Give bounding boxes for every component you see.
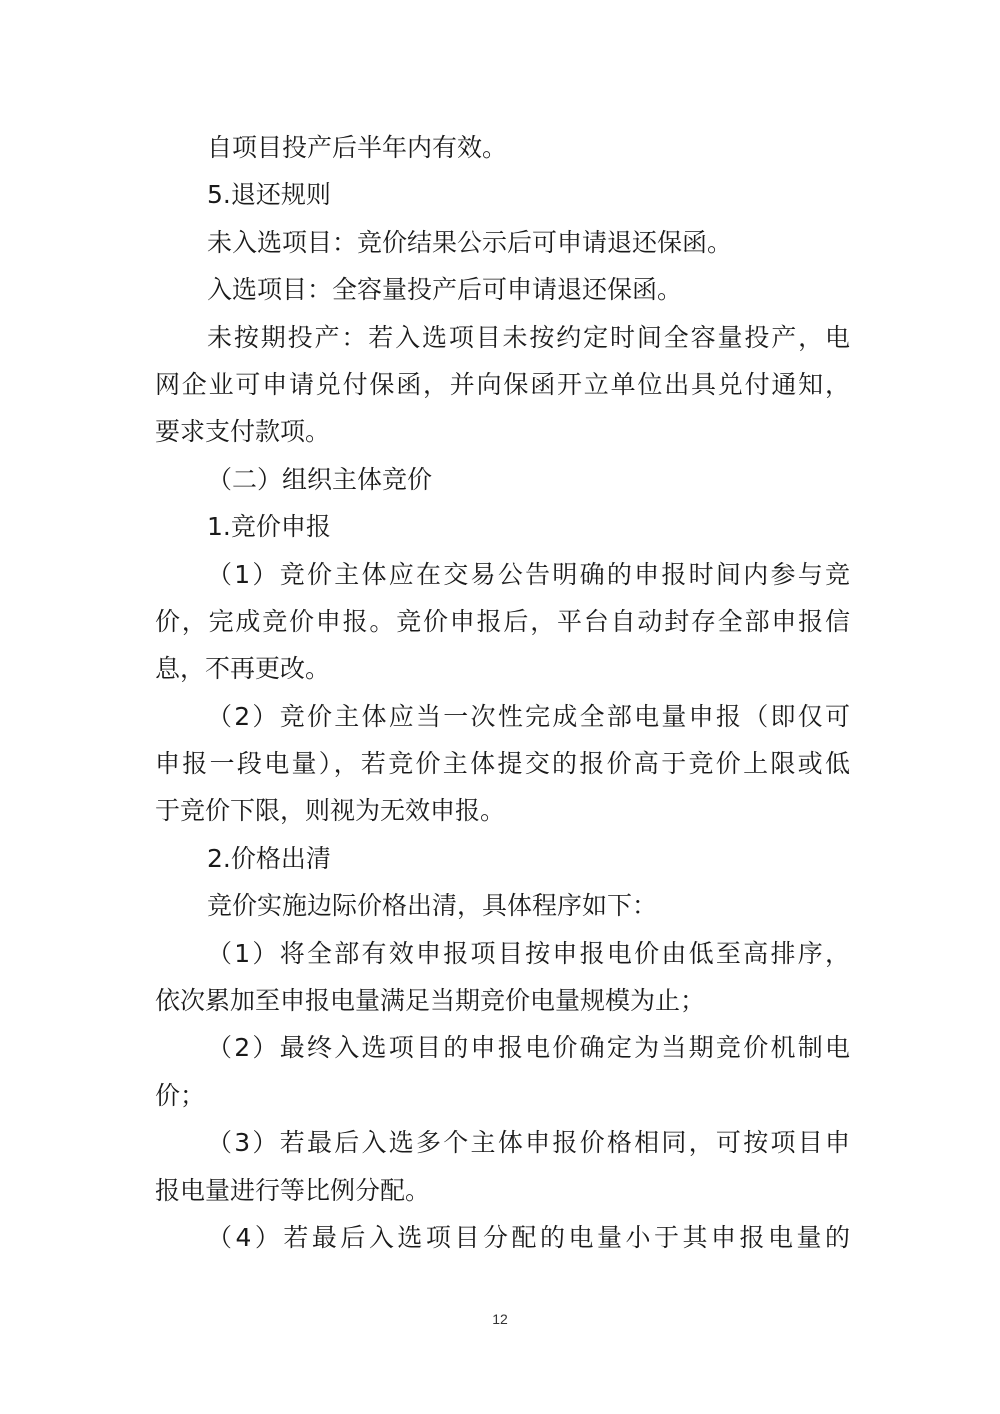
text-line: （1）将全部有效申报项目按申报电价由低至高排序， xyxy=(207,938,850,968)
text-line: 依次累加至申报电量满足当期竞价电量规模为止； xyxy=(155,986,706,1016)
text-line: 5.退还规则 xyxy=(207,180,331,210)
text-line: 息，不再更改。 xyxy=(155,654,331,684)
text-line: （3）若最后入选多个主体申报价格相同，可按项目申 xyxy=(207,1128,850,1158)
page-number: 12 xyxy=(492,1311,508,1327)
text-line: 价，完成竞价申报。竞价申报后，平台自动封存全部申报信 xyxy=(155,606,850,636)
text-line: 未按期投产：若入选项目未按约定时间全容量投产，电 xyxy=(207,322,850,352)
text-line: 自项目投产后半年内有效。 xyxy=(207,133,508,162)
text-line: 于竞价下限，则视为无效申报。 xyxy=(155,796,506,826)
text-line: 竞价实施边际价格出清，具体程序如下： xyxy=(207,891,658,921)
text-line: 价； xyxy=(155,1080,206,1110)
text-line: （4）若最后入选项目分配的电量小于其申报电量的 xyxy=(207,1222,850,1252)
text-line: 申报一段电量），若竞价主体提交的报价高于竞价上限或低 xyxy=(155,749,850,779)
text-line: 入选项目：全容量投产后可申请退还保函。 xyxy=(207,275,683,305)
text-line: 未入选项目：竞价结果公示后可申请退还保函。 xyxy=(207,227,733,257)
text-line: 报电量进行等比例分配。 xyxy=(155,1175,431,1205)
text-line: （2）竞价主体应当一次性完成全部电量申报（即仅可 xyxy=(207,701,850,731)
text-line: （1）竞价主体应在交易公告明确的申报时间内参与竞 xyxy=(207,559,850,589)
text-line: 2.价格出清 xyxy=(207,843,331,873)
body-text xyxy=(155,124,850,1261)
text-line: （二）组织主体竞价 xyxy=(207,464,433,494)
text-line: （2）最终入选项目的申报电价确定为当期竞价机制电 xyxy=(207,1033,850,1063)
text-line: 网企业可申请兑付保函，并向保函开立单位出具兑付通知， xyxy=(155,369,850,399)
text-line: 要求支付款项。 xyxy=(155,417,331,447)
text-line: 1.竞价申报 xyxy=(207,512,331,542)
